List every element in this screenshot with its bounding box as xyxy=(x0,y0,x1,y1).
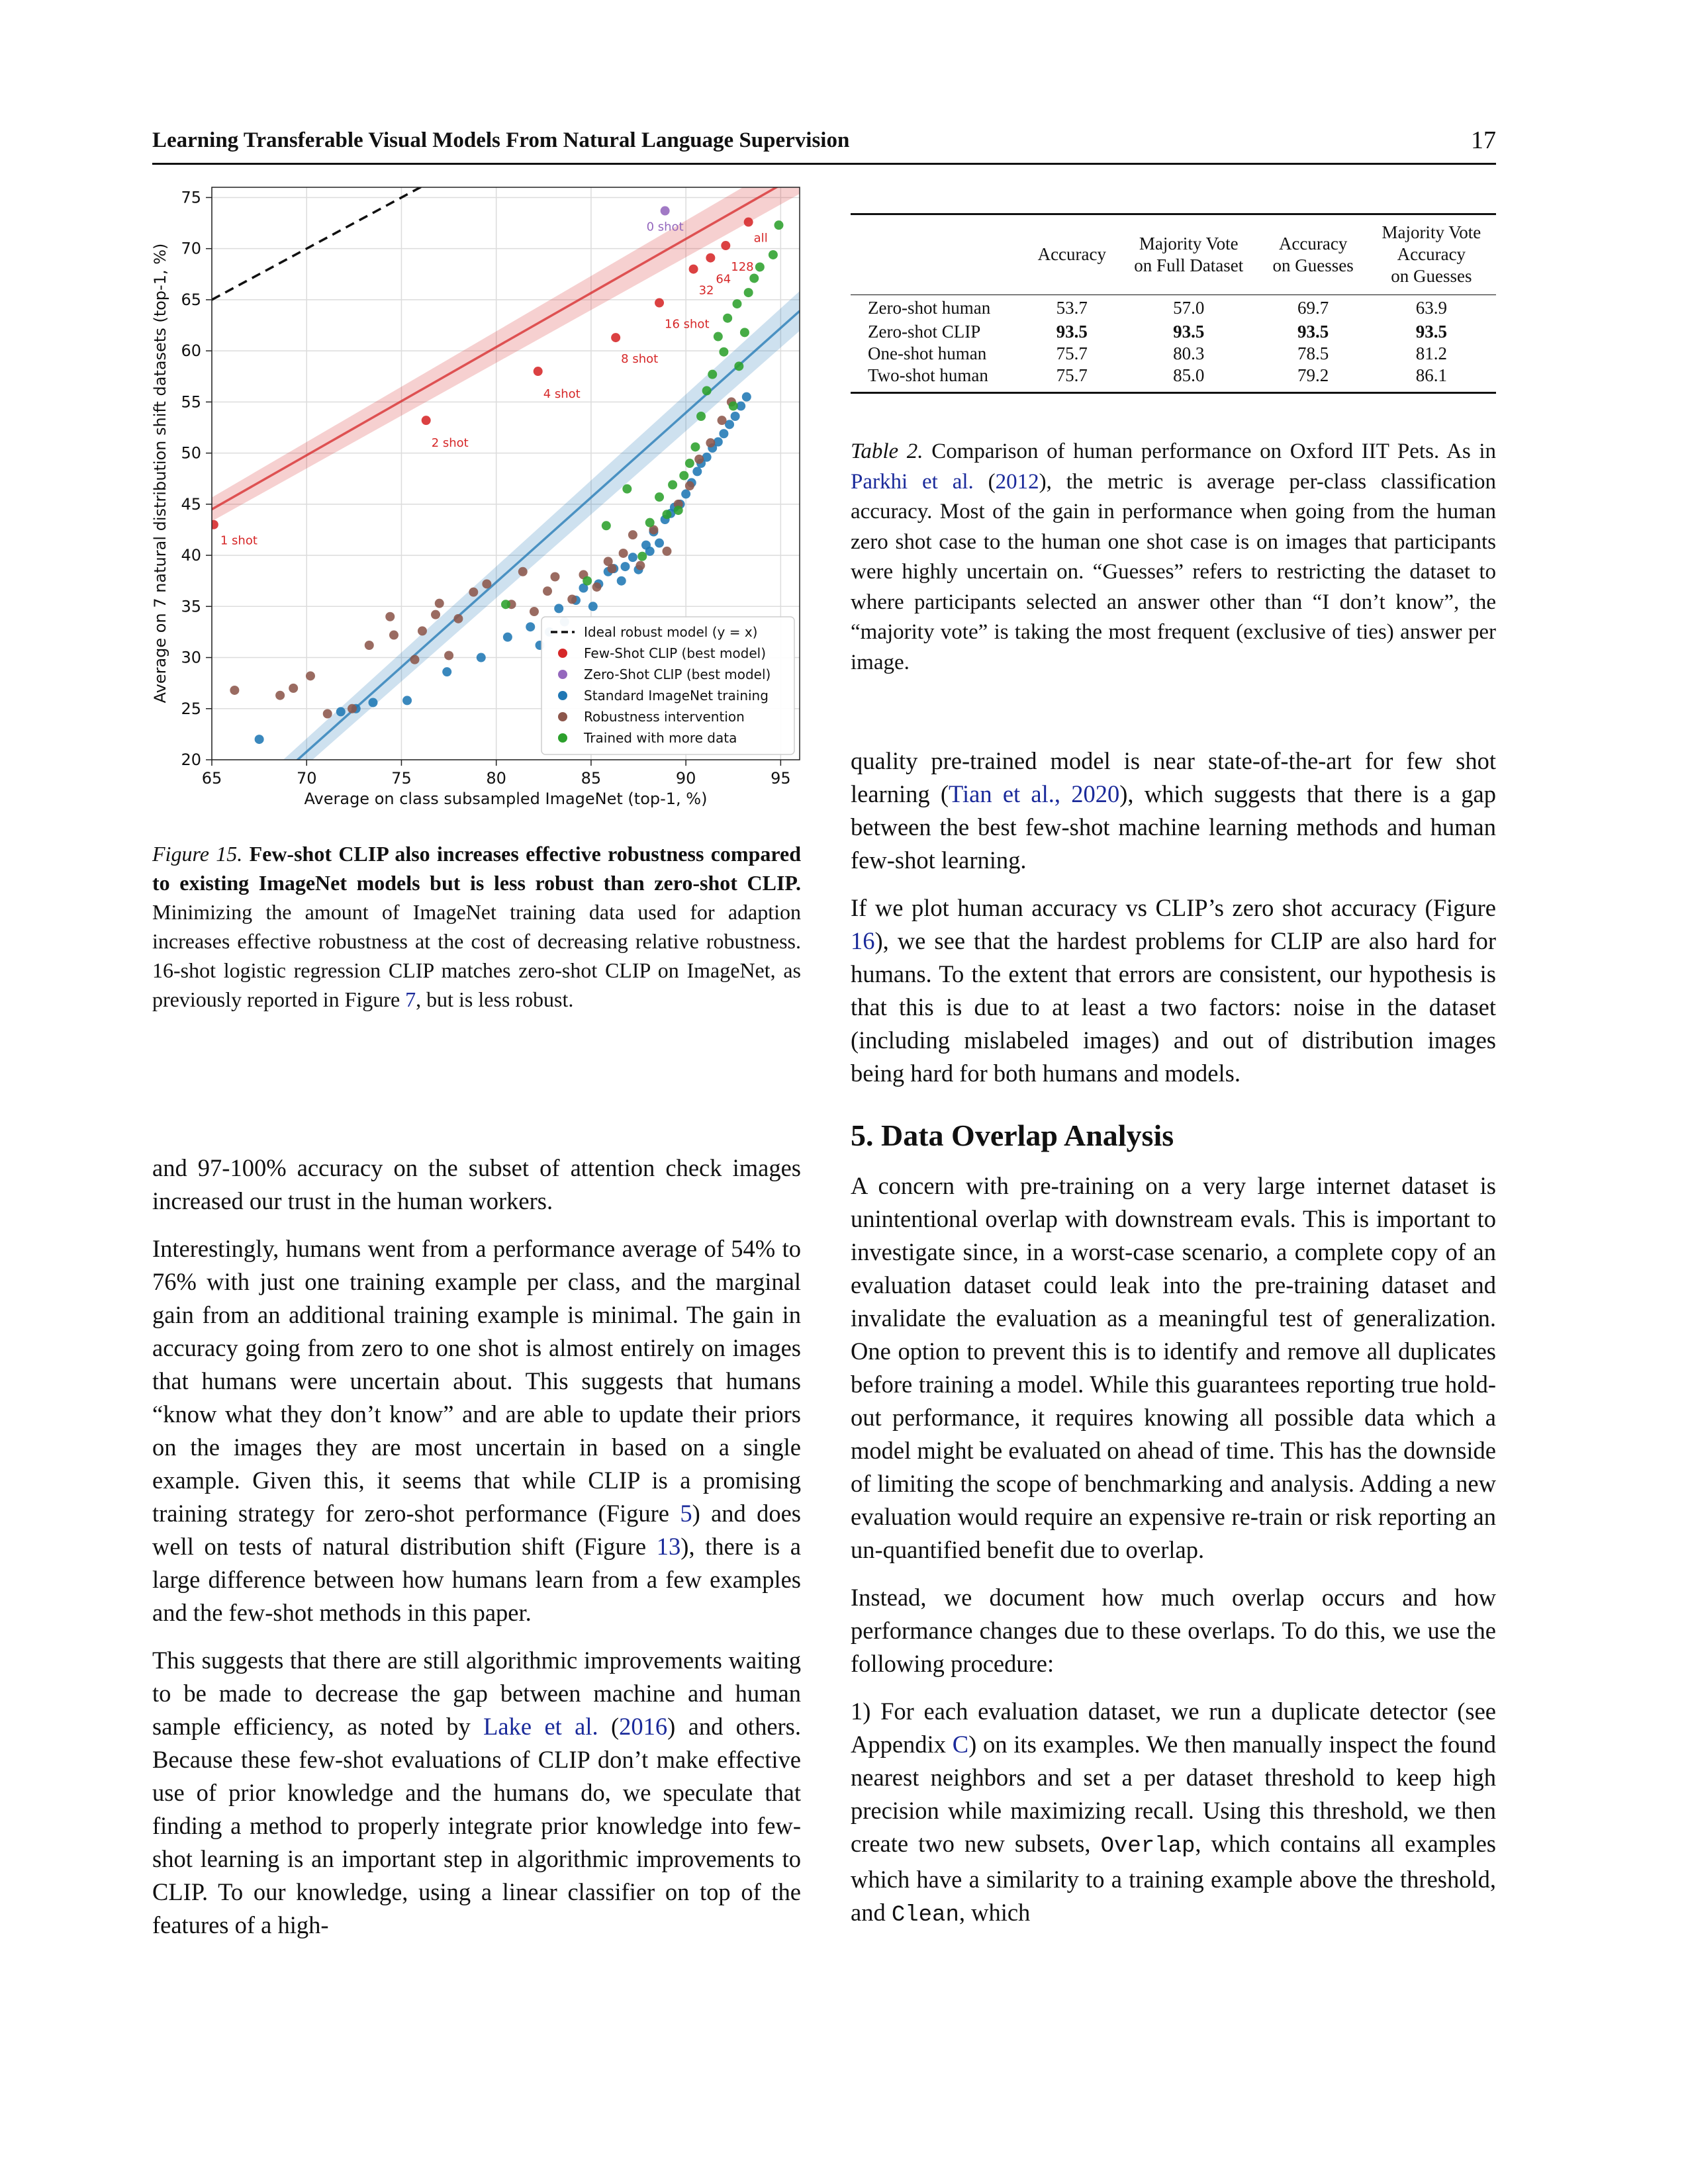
data-point xyxy=(692,467,702,476)
point-label: 32 xyxy=(698,283,714,298)
data-point xyxy=(718,416,727,425)
table-cell: 93.5 xyxy=(1415,322,1447,341)
x-tick-label: 95 xyxy=(771,769,791,788)
legend-entry: Trained with more data xyxy=(584,730,737,746)
appendix-ref-link[interactable]: C xyxy=(952,1731,969,1758)
scatter-plot xyxy=(146,179,808,821)
data-point xyxy=(662,547,671,556)
comparison-table xyxy=(851,215,1496,387)
x-tick-label: 85 xyxy=(581,769,602,788)
data-point xyxy=(769,250,778,259)
paper-title: Learning Transferable Visual Models From Natural Language Supervision xyxy=(152,128,850,152)
right-column xyxy=(851,745,1496,1946)
data-point xyxy=(635,561,645,570)
y-tick-label: 25 xyxy=(181,699,201,718)
data-point xyxy=(402,696,412,705)
data-point xyxy=(645,518,655,527)
confidence-band xyxy=(212,179,800,522)
data-point xyxy=(289,684,298,693)
data-point xyxy=(706,438,715,447)
data-point xyxy=(550,572,559,582)
x-tick-label: 70 xyxy=(296,769,317,788)
table-cell: 93.5 xyxy=(1056,322,1088,341)
data-point xyxy=(681,489,690,498)
caption-title: Few-shot CLIP also increases effective robustness compared to existing ImageNet models but is less robust than zero-shot CLIP. xyxy=(152,842,801,895)
data-point xyxy=(620,562,630,571)
citation-link[interactable]: Tian et al., 2020 xyxy=(948,780,1120,807)
citation-link[interactable]: Parkhi et al. xyxy=(851,469,974,494)
y-tick-label: 60 xyxy=(181,341,201,361)
data-point xyxy=(444,651,453,660)
data-point xyxy=(744,218,753,227)
point-label: 2 shot xyxy=(431,436,469,451)
caption-end: , but is less robust. xyxy=(416,987,574,1011)
paragraph: This suggests that there are still algorithmic improvements waiting to be made to decrease the gap between machine and human sample efficiency, as noted by Lake et al. (2016) and others. Because these few-shot evaluations of CLIP don’t make effective use of prior knowledge and the humans do, we speculate that finding a method to properly integrate prior knowledge into few-shot learning is an important step in algorithmic improvements to CLIP. To our knowledge, using a linear classifier on top of the features of a high- xyxy=(152,1647,802,1938)
data-point xyxy=(323,709,332,718)
y-tick-label: 20 xyxy=(181,751,201,769)
citation-link[interactable]: Lake et al. xyxy=(483,1713,598,1740)
legend-entry: Zero-Shot CLIP (best model) xyxy=(584,666,771,682)
data-point xyxy=(655,298,664,308)
data-point xyxy=(583,576,592,586)
caption-body: Minimizing the amount of ImageNet training data used for adaption increases effective robustness at the cost of decreasing relative robustness. 16-shot logistic regression CLIP matches zero-shot CLIP on ImageNet, as previously reported in Figure xyxy=(152,900,801,1011)
data-point xyxy=(637,552,647,561)
y-tick-label: 65 xyxy=(181,290,201,309)
data-point xyxy=(734,361,743,371)
point-label: 4 shot xyxy=(543,387,581,402)
point-label: all xyxy=(753,231,768,246)
figure-ref-link[interactable]: 16 xyxy=(851,927,875,954)
legend-entry: Few-Shot CLIP (best model) xyxy=(584,645,767,661)
table-cell: 81.2 xyxy=(1415,343,1447,363)
data-point xyxy=(690,442,700,451)
data-point xyxy=(592,582,601,592)
data-point xyxy=(501,600,510,609)
data-point xyxy=(422,416,431,425)
data-point xyxy=(435,599,444,608)
legend-entry: Standard ImageNet training xyxy=(584,688,769,704)
paragraph: quality pre-trained model is near state-of-the-art for few shot learning (Tian et al., 2020), which suggests that there is a gap between the best few-shot machine learning methods and human few-shot learning. xyxy=(851,747,1496,874)
table-cell: 93.5 xyxy=(1173,322,1205,341)
table-cell: 57.0 xyxy=(1173,297,1205,318)
citation-year-link[interactable]: 2016 xyxy=(619,1713,668,1740)
point-label: 8 shot xyxy=(621,352,659,367)
page-number: 17 xyxy=(1471,126,1496,154)
data-point xyxy=(348,704,357,713)
table-header-cell xyxy=(851,215,1026,295)
code-term: Clean xyxy=(891,1903,959,1928)
data-point xyxy=(655,492,664,502)
data-point xyxy=(702,386,712,395)
table-row xyxy=(851,343,1496,365)
point-label: 0 shot xyxy=(646,220,684,234)
x-tick-label: 80 xyxy=(486,769,506,788)
data-point xyxy=(619,549,628,558)
table-header-cell: Accuracy xyxy=(1037,244,1107,265)
data-point xyxy=(679,471,688,480)
table-cell: 86.1 xyxy=(1415,365,1447,385)
data-point xyxy=(628,530,637,539)
table-header-cell: Majority Vote on Full Dataset xyxy=(1134,233,1244,275)
legend-entry: Robustness intervention xyxy=(584,709,745,725)
point-label: 128 xyxy=(731,260,754,275)
data-point xyxy=(706,253,715,263)
point-label: 1 shot xyxy=(220,533,258,548)
table-header-cell: Accuracy on Guesses xyxy=(1272,233,1354,275)
y-tick-label: 35 xyxy=(181,597,201,616)
data-point xyxy=(275,691,285,700)
data-point xyxy=(389,631,399,640)
y-tick-label: 30 xyxy=(181,648,201,667)
data-point xyxy=(503,633,512,642)
y-axis-label: Average on 7 natural distribution shift datasets (top-1, %) xyxy=(151,243,169,704)
table-cell: 53.7 xyxy=(1056,297,1088,318)
row-label: One-shot human xyxy=(868,343,987,363)
x-tick-label: 65 xyxy=(201,769,222,788)
data-point xyxy=(744,288,753,297)
data-point xyxy=(482,579,491,588)
y-tick-label: 70 xyxy=(181,239,201,258)
data-point xyxy=(469,588,478,597)
code-term: Overlap xyxy=(1100,1834,1196,1859)
legend-swatch xyxy=(558,670,567,679)
data-point xyxy=(410,655,420,664)
y-tick-label: 45 xyxy=(181,494,201,514)
data-point xyxy=(336,707,346,716)
figure-ref-link[interactable]: 5 xyxy=(680,1500,692,1527)
x-axis-label: Average on class subsampled ImageNet (top-1, %) xyxy=(304,790,708,808)
x-tick-label: 75 xyxy=(391,769,412,788)
table-row xyxy=(851,321,1496,343)
table-cell: 85.0 xyxy=(1173,365,1205,385)
figure-15-chart xyxy=(146,179,808,821)
x-tick-label: 90 xyxy=(675,769,696,788)
table-row xyxy=(851,295,1496,321)
data-point xyxy=(645,547,655,556)
data-point xyxy=(543,586,552,596)
y-tick-label: 55 xyxy=(181,392,201,412)
data-point xyxy=(685,481,694,490)
data-point xyxy=(442,667,451,676)
paragraph: Interestingly, humans went from a performance average of 54% to 76% with just one training example per class, and the marginal gain from an additional training example is minimal. The gain in accuracy going from zero to one shot is almost entirely on images that humans were uncertain about. This suggests that humans “know what they don’t know” and are able to update their priors on the images they are most uncertain in based on a single example. Given this, it seems that while CLIP is a promising training strategy for zero-shot performance (Figure 5) and does well on tests of natural distribution shift (Figure 13), there is a large difference between how humans learn from a few examples and the few-shot methods in this paper. xyxy=(152,1235,802,1626)
table-cell: 80.3 xyxy=(1173,343,1205,363)
data-point xyxy=(729,402,738,411)
table-cell: 78.5 xyxy=(1297,343,1329,363)
data-point xyxy=(755,262,765,271)
legend-swatch xyxy=(558,733,567,743)
figure-15-caption xyxy=(152,839,801,1014)
figure-ref-link[interactable]: 7 xyxy=(405,987,416,1011)
ideal-robust-line xyxy=(212,184,426,300)
legend xyxy=(541,617,794,754)
data-point xyxy=(617,576,626,586)
data-point xyxy=(534,367,543,376)
table-cell: 63.9 xyxy=(1415,297,1447,318)
paragraph: 1) For each evaluation dataset, we run a duplicate detector (see Appendix C) on its examples. We then manually inspect the found nearest neighbors and set a per dataset threshold to keep high precision while maximizing recall. Using this threshold, we then create two new subsets, Overlap, which contains all examples which have a similarity to a training example above the threshold, and Clean, which xyxy=(851,1698,1496,1928)
data-point xyxy=(567,594,577,604)
data-point xyxy=(611,333,620,342)
row-label: Zero-shot human xyxy=(868,297,991,318)
row-label: Zero-shot CLIP xyxy=(868,322,981,341)
citation-year-link[interactable]: 2012 xyxy=(995,469,1039,494)
figure-ref-link[interactable]: 13 xyxy=(656,1533,681,1560)
legend-swatch xyxy=(558,691,567,700)
data-point xyxy=(588,602,598,611)
point-label: 16 shot xyxy=(665,317,710,332)
data-point xyxy=(774,220,783,230)
data-point xyxy=(230,686,239,695)
data-point xyxy=(694,455,704,464)
table-2-caption: Table 2. Comparison of human performance on Oxford IIT Pets. As in Parkhi et al. (2012), the metric is average per-class classification accuracy. Most of the gain in performance when going from the human zero shot case to the human one shot case is on images that participants were highly uncertain on. “Guesses” refers to restricting the dataset to where participants selected an answer other than “I don’t know”, the “majority vote” is taking the most frequent (exclusive of ties) answer per image. xyxy=(851,439,1497,674)
data-point xyxy=(742,392,751,402)
data-point xyxy=(530,607,539,616)
data-point xyxy=(732,299,741,308)
data-point xyxy=(418,626,427,635)
data-point xyxy=(453,614,463,623)
y-tick-label: 75 xyxy=(181,188,201,207)
paragraph: If we plot human accuracy vs CLIP’s zero shot accuracy (Figure 16), we see that the hardest problems for CLIP are also hard for humans. To the extent that errors are consistent, our hypothesis is that this is due to at least a two factors: noise in the dataset (including mislabeled images) and out of distribution images being hard for both humans and models. xyxy=(851,894,1496,1087)
data-point xyxy=(368,698,377,707)
data-point xyxy=(719,429,728,438)
left-column xyxy=(152,1152,801,1956)
table-cell: 75.7 xyxy=(1056,343,1088,363)
data-point xyxy=(655,539,664,548)
section-heading: 5. Data Overlap Analysis xyxy=(851,1118,1174,1152)
data-point xyxy=(661,206,670,216)
data-point xyxy=(740,328,749,337)
table-header-cell: Majority Vote Accuracy on Guesses xyxy=(1382,222,1481,287)
data-point xyxy=(731,412,740,421)
data-point xyxy=(554,604,563,613)
data-point xyxy=(622,484,632,494)
data-point xyxy=(255,735,264,744)
legend-swatch xyxy=(558,649,567,658)
paragraph: Instead, we document how much overlap occurs and how performance changes due to these overlaps. To do this, we use the following procedure: xyxy=(851,1584,1496,1677)
table-cell: 69.7 xyxy=(1297,297,1329,318)
data-point xyxy=(668,480,677,489)
data-point xyxy=(628,553,637,562)
table-cell: 79.2 xyxy=(1297,365,1329,385)
y-tick-label: 50 xyxy=(181,443,201,463)
data-point xyxy=(662,510,671,519)
row-label: Two-shot human xyxy=(868,365,988,385)
point-label: 64 xyxy=(716,272,731,287)
data-point xyxy=(749,273,759,283)
data-point xyxy=(306,671,315,680)
data-point xyxy=(431,610,440,619)
table-cell: 93.5 xyxy=(1297,322,1329,341)
data-point xyxy=(365,641,374,650)
y-tick-label: 40 xyxy=(181,546,201,565)
figure-label: Figure 15. xyxy=(152,842,243,866)
data-point xyxy=(518,567,528,576)
data-point xyxy=(674,506,683,515)
data-point xyxy=(708,370,717,379)
data-point xyxy=(607,564,616,573)
data-point xyxy=(721,241,730,250)
table-cell: 75.7 xyxy=(1056,365,1088,385)
legend-swatch xyxy=(558,712,567,721)
table-row xyxy=(851,365,1496,387)
data-point xyxy=(602,521,611,530)
paragraph: and 97-100% accuracy on the subset of attention check images increased our trust in the human workers. xyxy=(152,1154,801,1214)
data-point xyxy=(685,459,694,468)
table-label: Table 2. xyxy=(851,439,923,463)
data-point xyxy=(719,347,728,357)
paragraph: A concern with pre-training on a very large internet dataset is unintentional overlap with downstream evals. This is important to investigate since, in a worst-case scenario, a complete copy of an evaluation dataset could leak into the pre-training dataset and invalidate the evaluation as a meaningful test of generalization. One option to prevent this is to identify and remove all duplicates before training a model. While this guarantees reporting true hold-out performance, it requires knowing all possible data which a model might be evaluated on ahead of time. This has the downside of limiting the scope of benchmarking and analysis. Adding a new evaluation would require an expensive re-train or risk reporting an un-quantified benefit due to overlap. xyxy=(851,1172,1496,1563)
legend-entry: Ideal robust model (y = x) xyxy=(584,624,758,640)
data-point xyxy=(526,622,535,631)
data-point xyxy=(209,520,218,529)
data-point xyxy=(714,332,723,341)
data-point xyxy=(689,265,698,274)
data-point xyxy=(477,653,486,662)
table-2 xyxy=(851,213,1496,394)
data-point xyxy=(385,612,395,621)
running-header xyxy=(152,126,1496,165)
data-point xyxy=(696,412,706,421)
data-point xyxy=(723,314,732,323)
